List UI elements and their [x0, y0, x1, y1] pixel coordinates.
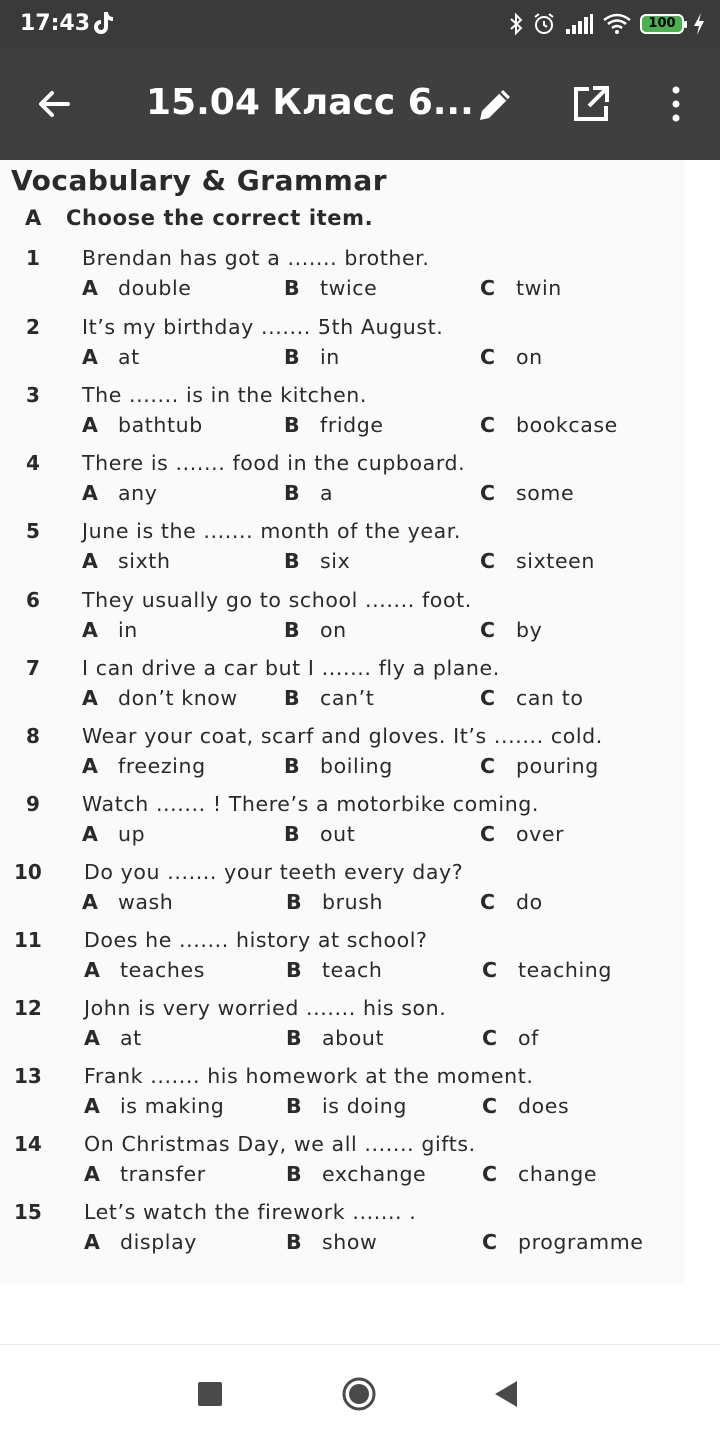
answer-option [480, 618, 542, 642]
question-stem: On Christmas Day, we all ....... gifts. [84, 1132, 476, 1156]
question-stem: Does he ....... history at school? [84, 928, 428, 952]
option-letter: C [480, 413, 496, 437]
answer-option [286, 958, 382, 982]
option-text: teach [322, 958, 383, 982]
question-number: 15 [14, 1200, 42, 1224]
answer-option [286, 1162, 426, 1186]
battery-icon [640, 14, 684, 34]
answer-option [84, 1026, 142, 1050]
option-letter: A [84, 1026, 101, 1050]
option-letter: A [82, 413, 99, 437]
question-item [0, 1200, 684, 1268]
option-letter: C [482, 1026, 498, 1050]
option-text: can to [516, 686, 584, 710]
option-letter: B [284, 822, 301, 846]
section-letter: A [25, 206, 42, 230]
option-letter: A [82, 345, 99, 369]
option-letter: C [480, 822, 496, 846]
answer-option [84, 1094, 224, 1118]
option-text: is making [120, 1094, 225, 1118]
document-viewer[interactable] [0, 160, 720, 1290]
option-text: twice [320, 276, 378, 300]
option-letter: B [284, 618, 301, 642]
option-text: about [322, 1026, 385, 1050]
option-text: does [518, 1094, 570, 1118]
answer-option [480, 549, 595, 573]
instruction-text: Choose the correct item. [66, 206, 374, 230]
worksheet-heading: Vocabulary & Grammar [11, 164, 388, 197]
answer-option [82, 822, 145, 846]
answer-option [82, 345, 140, 369]
option-text: wash [118, 890, 174, 914]
option-letter: C [480, 890, 496, 914]
option-letter: C [480, 276, 496, 300]
option-letter: A [84, 1162, 101, 1186]
answer-option [82, 754, 206, 778]
question-item [0, 656, 684, 724]
option-text: display [120, 1230, 197, 1254]
option-letter: B [286, 958, 303, 982]
option-text: don’t know [118, 686, 238, 710]
question-item [0, 451, 684, 519]
option-letter: B [284, 345, 301, 369]
more-vert-icon[interactable] [664, 84, 688, 124]
option-text: on [516, 345, 543, 369]
option-letter: C [482, 1162, 498, 1186]
option-letter: B [286, 890, 303, 914]
answer-option [480, 686, 584, 710]
option-text: in [118, 618, 138, 642]
navigation-bar [0, 1344, 720, 1441]
option-text: freezing [118, 754, 206, 778]
question-stem: John is very worried ....... his son. [84, 996, 447, 1020]
question-item [0, 724, 684, 792]
battery-level: 100 [648, 16, 676, 31]
option-text: is doing [322, 1094, 407, 1118]
question-stem: Wear your coat, scarf and gloves. It’s ....... cold. [82, 724, 603, 748]
option-letter: A [82, 618, 99, 642]
option-letter: A [82, 481, 99, 505]
answer-option [84, 1162, 206, 1186]
option-letter: A [82, 686, 99, 710]
option-text: can’t [320, 686, 375, 710]
open-external-icon[interactable] [571, 84, 611, 124]
option-text: transfer [120, 1162, 206, 1186]
option-letter: B [286, 1230, 303, 1254]
question-item [0, 246, 684, 314]
worksheet-page [0, 160, 684, 1284]
question-item [0, 383, 684, 451]
answer-option [284, 754, 393, 778]
answer-option [284, 549, 350, 573]
option-text: bathtub [118, 413, 203, 437]
answer-option [284, 822, 355, 846]
answer-option [480, 276, 562, 300]
option-text: at [118, 345, 140, 369]
question-number: 14 [14, 1132, 42, 1156]
question-stem: Do you ....... your teeth every day? [84, 860, 464, 884]
answer-option [480, 890, 543, 914]
back-triangle-icon[interactable] [494, 1380, 518, 1408]
option-text: some [516, 481, 575, 505]
question-item [0, 588, 684, 656]
answer-option [284, 618, 347, 642]
question-item [0, 792, 684, 860]
option-text: pouring [516, 754, 599, 778]
option-text: fridge [320, 413, 384, 437]
question-number: 3 [26, 383, 40, 407]
option-text: in [320, 345, 340, 369]
option-text: programme [518, 1230, 644, 1254]
question-number: 9 [26, 792, 40, 816]
option-text: boiling [320, 754, 393, 778]
answer-option [480, 345, 543, 369]
answer-option [284, 413, 384, 437]
question-number: 4 [26, 451, 40, 475]
answer-option [82, 549, 171, 573]
tiktok-icon [92, 10, 114, 36]
option-letter: A [82, 276, 99, 300]
option-text: up [118, 822, 146, 846]
answer-option [286, 1026, 384, 1050]
option-text: six [320, 549, 351, 573]
home-circle-icon[interactable] [342, 1377, 376, 1411]
option-letter: B [286, 1026, 303, 1050]
app-bar [0, 48, 720, 160]
question-stem: Let’s watch the firework ....... . [84, 1200, 417, 1224]
option-text: do [516, 890, 543, 914]
answer-option [482, 958, 612, 982]
answer-option [82, 276, 191, 300]
question-number: 10 [14, 860, 42, 884]
option-text: teaches [120, 958, 205, 982]
answer-option [82, 481, 158, 505]
option-letter: B [284, 686, 301, 710]
question-number: 12 [14, 996, 42, 1020]
question-item [0, 860, 684, 928]
question-number: 7 [26, 656, 40, 680]
answer-option [284, 686, 374, 710]
option-text: a [320, 481, 334, 505]
option-text: twin [516, 276, 562, 300]
option-letter: C [480, 686, 496, 710]
answer-option [82, 890, 173, 914]
question-number: 2 [26, 315, 40, 339]
option-text: out [320, 822, 356, 846]
status-time: 17:43 [20, 11, 91, 36]
option-letter: B [286, 1162, 303, 1186]
question-number: 8 [26, 724, 40, 748]
option-text: show [322, 1230, 378, 1254]
bluetooth-icon [508, 12, 524, 36]
option-text: sixth [118, 549, 171, 573]
question-item [0, 315, 684, 383]
option-text: over [516, 822, 565, 846]
option-letter: C [480, 618, 496, 642]
option-text: sixteen [516, 549, 595, 573]
option-letter: C [480, 345, 496, 369]
option-text: at [120, 1026, 142, 1050]
answer-option [482, 1162, 597, 1186]
answer-option [82, 618, 138, 642]
answer-option [480, 413, 618, 437]
option-letter: B [284, 413, 301, 437]
question-item [0, 1132, 684, 1200]
answer-option [82, 413, 203, 437]
question-item [0, 928, 684, 996]
question-stem: June is the ....... month of the year. [82, 519, 461, 543]
answer-option [284, 345, 340, 369]
option-letter: A [84, 1094, 101, 1118]
question-number: 11 [14, 928, 42, 952]
question-stem: Brendan has got a ....... brother. [82, 246, 430, 270]
edit-pencil-icon[interactable] [476, 84, 516, 124]
option-letter: C [480, 754, 496, 778]
option-text: bookcase [516, 413, 618, 437]
option-letter: B [284, 549, 301, 573]
answer-option [482, 1026, 539, 1050]
answer-option [286, 1094, 407, 1118]
option-letter: B [284, 754, 301, 778]
option-text: change [518, 1162, 598, 1186]
option-letter: C [482, 1094, 498, 1118]
question-stem: There is ....... food in the cupboard. [82, 451, 466, 475]
signal-icon [564, 13, 594, 35]
option-letter: A [82, 754, 99, 778]
option-text: brush [322, 890, 384, 914]
alarm-icon [532, 12, 556, 36]
answer-option [480, 822, 564, 846]
option-letter: A [84, 958, 101, 982]
answer-option [84, 958, 205, 982]
option-letter: A [82, 822, 99, 846]
option-letter: C [480, 549, 496, 573]
charging-icon [692, 12, 706, 36]
option-letter: A [84, 1230, 101, 1254]
answer-option [82, 686, 238, 710]
option-letter: A [82, 890, 99, 914]
option-text: teaching [518, 958, 612, 982]
option-text: exchange [322, 1162, 427, 1186]
question-number: 1 [26, 246, 40, 270]
question-stem: They usually go to school ....... foot. [82, 588, 472, 612]
back-arrow-icon[interactable] [34, 84, 74, 124]
question-number: 5 [26, 519, 40, 543]
document-title: 15.04 Класс 6... [146, 82, 474, 123]
option-letter: C [480, 481, 496, 505]
recents-square-icon[interactable] [198, 1382, 222, 1406]
question-item [0, 1064, 684, 1132]
question-item [0, 996, 684, 1064]
question-stem: It’s my birthday ....... 5th August. [82, 315, 444, 339]
question-item [0, 519, 684, 587]
status-bar [0, 0, 720, 48]
answer-option [482, 1094, 569, 1118]
answer-option [284, 276, 377, 300]
question-stem: Frank ....... his homework at the moment. [84, 1064, 534, 1088]
answer-option [286, 1230, 377, 1254]
question-stem: I can drive a car but I ....... fly a plane. [82, 656, 500, 680]
option-letter: A [82, 549, 99, 573]
answer-option [286, 890, 383, 914]
option-text: on [320, 618, 347, 642]
answer-option [84, 1230, 197, 1254]
option-text: double [118, 276, 192, 300]
question-stem: Watch ....... ! There’s a motorbike coming. [82, 792, 540, 816]
option-letter: C [482, 958, 498, 982]
answer-option [284, 481, 333, 505]
option-letter: B [286, 1094, 303, 1118]
answer-option [480, 481, 574, 505]
status-icons [508, 10, 706, 38]
option-letter: B [284, 276, 301, 300]
option-text: any [118, 481, 158, 505]
question-stem: The ....... is in the kitchen. [82, 383, 368, 407]
answer-option [482, 1230, 644, 1254]
option-text: of [518, 1026, 539, 1050]
wifi-icon [602, 12, 632, 36]
question-number: 6 [26, 588, 40, 612]
option-letter: B [284, 481, 301, 505]
option-letter: C [482, 1230, 498, 1254]
option-text: by [516, 618, 543, 642]
question-number: 13 [14, 1064, 42, 1088]
answer-option [480, 754, 599, 778]
